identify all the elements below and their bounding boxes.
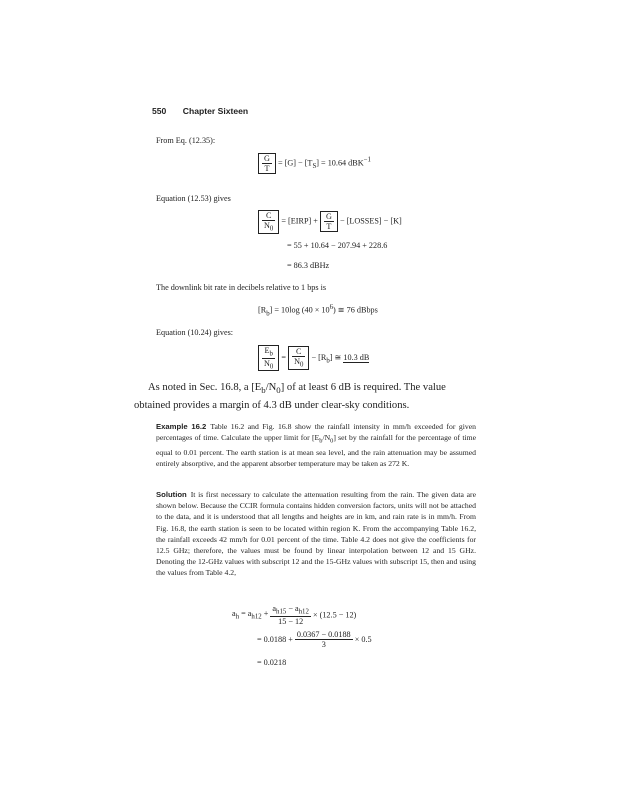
downlink-text: The downlink bit rate in decibels relative to 1 bps is	[156, 283, 327, 292]
equation-c-over-n0	[258, 210, 402, 234]
eq4-result: 10.3 dB	[343, 353, 370, 363]
g-numerator-2: G	[325, 212, 332, 222]
eq1-rhs: = [G] − [T	[277, 158, 313, 168]
bracket-c-over-n0	[258, 210, 279, 234]
from-eq-label: From Eq. (12.35):	[156, 136, 216, 145]
eq1-rhs2: ] = 10.64 dBK	[316, 158, 364, 168]
eq2-line3: = 86.3 dBHz	[287, 261, 330, 270]
equation-ah: $a_h = a_{h12}$ + $\frac{a_{h15} - a_{h12}}{15 - 12}$ × (12.5 − 12)	[232, 604, 357, 626]
bracket-g-over-t	[258, 153, 276, 174]
t-denominator-2: T	[326, 222, 332, 232]
equation-g-over-t	[258, 153, 371, 174]
eq1-sub: S	[312, 163, 317, 171]
bracket-g-over-t-2	[320, 211, 338, 232]
solution-label: Solution	[156, 490, 187, 499]
eq1253-label: Equation (12.53) gives	[156, 194, 231, 203]
equation-rb: $[R_b] = 10\log$ $(40 \times 10^6)$ ≅ 76 dBbps	[258, 304, 378, 318]
bracket-c-over-n0-2: $\frac{C}{N_0}$	[288, 346, 309, 370]
eq2-tail: − [LOSSES] − [K]	[339, 216, 402, 226]
page-number: 550	[152, 106, 167, 116]
c-numerator: C	[262, 211, 275, 221]
eq1-sup: −1	[363, 156, 371, 164]
eq2-mid: = [EIRP] +	[281, 216, 318, 226]
ah-fraction: $\frac{a_{h15} - a_{h12}}{15 - 12}$	[272, 604, 309, 626]
eq1024-label: Equation (10.24) gives:	[156, 328, 234, 337]
chapter-title: Chapter Sixteen	[182, 106, 249, 116]
bracket-eb-over-n0: $\frac{E_b}{N_0}$	[258, 345, 279, 371]
page-header	[152, 106, 262, 116]
equation-ah-line3: = 0.0218	[257, 658, 287, 667]
g-numerator: G	[264, 154, 270, 163]
eq2-line2: = 55 + 10.64 − 207.94 + 228.6	[287, 241, 388, 250]
example-label: Example 16.2	[156, 422, 207, 431]
n0-denominator: $N_0$	[264, 221, 274, 233]
example-paragraph: Example 16.2 Table 16.2 and Fig. 16.8 show the rainfall intensity in mm/h exceeded for given percentages of time. Calculate the upper limit for $[E_b/N_0]$ set by the rainfall for the percentage of time equal to 0.01 percent. The earth station is at mean sea level, and the rain attenuation may be assumed entirely absorptive, and the apparent absorber temperature may be taken as 272 K.	[156, 422, 476, 469]
solution-paragraph: Solution It is first necessary to calculate the attenuation resulting from the rain. The given data are shown below. Because the CCIR formula contains hidden conversion factors, units will not be attached to the data, and it is understood that all lengths and heights are in km, and rain rate is in mm/h. From Fig. 16.8, the earth station is seen to be located within region K. From the accompanying Table 16.2, the rainfall exceeds 42 mm/h for 0.01 percent of the time. Table 4.2 does not give the coefficients for 12.5 GHz; therefore, the values must be found by linear interpolation between 12 and 15 GHz. Denoting the 12-GHz values with subscript 12 and the 15-GHz values with subscript 15, then and using the values from Table 4.2,	[156, 490, 476, 578]
noted-paragraph: As noted in Sec. 16.8, a $[E_b/N_0]$ of at least 6 dB is required. The value obtained provides a margin of 4.3 dB under clear-sky conditions.	[134, 382, 446, 412]
t-denominator: T	[264, 164, 270, 173]
equation-ah-line2: = 0.0188 + $\frac{0.0367 - 0.0188}{3}$ × 0.5	[257, 630, 372, 649]
equation-eb-over-n0: $\frac{E_b}{N_0}$ = $\frac{C}{N_0}$ − $[R_b]$ ≅ 10.3 dB	[258, 345, 369, 371]
